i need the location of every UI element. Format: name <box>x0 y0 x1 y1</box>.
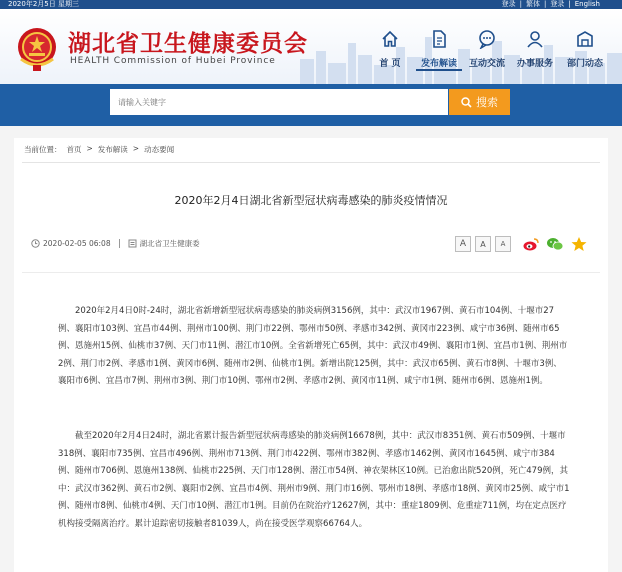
department-icon <box>575 29 595 49</box>
search-input[interactable] <box>110 89 448 115</box>
breadcrumb-prefix: 当前位置： <box>24 145 62 154</box>
font-size-medium-label: A <box>480 239 486 249</box>
link-separator: | <box>544 0 547 8</box>
wechat-icon[interactable] <box>546 236 564 252</box>
article-title: 2020年2月4日湖北省新型冠状病毒感染的肺炎疫情情况 <box>174 194 448 207</box>
nav-home[interactable] <box>365 29 415 79</box>
document-icon <box>429 29 449 49</box>
font-size-large-button[interactable] <box>455 236 471 252</box>
breadcrumb-divider <box>22 162 600 163</box>
home-icon <box>380 29 400 49</box>
breadcrumb-item-home[interactable]: 首页 <box>66 145 82 154</box>
link-separator: | <box>568 0 571 8</box>
breadcrumb-item-news[interactable]: 动态要闻 <box>144 145 175 154</box>
article-paragraph: 截至2020年2月4日24时，湖北省累计报告新型冠状病毒感染的肺炎病例16678例，其中：武汉市8351例、黄石市509例、十堰市318例、襄阳市735例、宜昌市496例、荆州市713例、荆门市422例、鄂州市382例、孝感市1462例、黄冈市1645例、咸宁市384例、随州市706例、恩施州138例、仙桃市225例、天门市128例、潜江市54例、神农架林区10例。已治愈出院520例，死亡479例，其中：武汉市362例、黄石市2例、襄阳市2例、宜昌市4例、荆州市9例、荆门市16例、鄂州市18例、孝感市18例、黄冈市25例、咸宁市1例、随州市8例、仙桃市4例、天门市10例、潜江市1例。目前仍在院治疗12627例，其中：重症1809例、危重症711例，均在定点医疗机构接受隔离治疗。累计追踪密切接触者81039人，尚在接受医学观察66764人。 <box>58 431 570 529</box>
traditional-chinese-link[interactable]: 繁体 <box>526 0 540 8</box>
english-link[interactable]: English <box>574 0 600 8</box>
nav-interaction[interactable] <box>462 29 512 79</box>
nav-home-label: 首 页 <box>379 59 401 69</box>
site-header <box>0 9 622 84</box>
site-title[interactable]: 湖北省卫生健康委员会 <box>68 30 308 57</box>
meta-divider-line <box>22 272 600 273</box>
breadcrumb-separator: > <box>132 144 140 153</box>
nav-department-news[interactable] <box>560 29 610 79</box>
article-source: 湖北省卫生健康委 <box>139 239 200 248</box>
breadcrumb <box>24 144 174 155</box>
login-link[interactable]: 登录 <box>501 0 516 8</box>
search-button-label: 搜索 <box>476 97 498 109</box>
national-emblem <box>15 25 59 73</box>
breadcrumb-separator: > <box>86 144 93 153</box>
top-utility-bar <box>0 0 622 9</box>
font-size-small-label: A <box>500 240 506 248</box>
meta-divider <box>119 239 120 248</box>
register-link[interactable]: 登录 <box>550 0 565 8</box>
search-icon <box>461 97 472 108</box>
chat-icon <box>477 29 497 49</box>
top-links <box>502 0 600 9</box>
clock-icon <box>31 239 40 248</box>
favorite-star-icon[interactable] <box>570 236 588 252</box>
article-meta <box>31 238 200 249</box>
nav-services-label: 办事服务 <box>516 59 553 69</box>
breadcrumb-item-publish[interactable]: 发布解读 <box>97 145 128 154</box>
article-paragraph: 2020年2月4日0时-24时，湖北省新增新型冠状病毒感染的肺炎病例3156例，其中：武汉市1967例、黄石市104例、十堰市27例、襄阳市103例、宜昌市44例、荆州市100例、荆门市22例、鄂州市50例、孝感市342例、黄冈市223例、咸宁市36例、随州市65例、恩施州15例、仙桃市37例、天门市11例、潜江市10例。全省新增死亡65例，其中：武汉市49例、襄阳市1例、宜昌市1例、荆州市2例、荆门市2例、孝感市1例、黄冈市6例、随州市2例、仙桃市1例。新增出院125例，其中：武汉市65例、黄石市8例、十堰市3例、襄阳市6例、宜昌市7例、荆州市3例、荆门市10例、鄂州市2例、孝感市2例、黄冈市11例、咸宁市1例、随州市6例、恩施州1例。 <box>58 306 568 386</box>
link-separator: | <box>519 0 522 8</box>
nav-publish-interpretation[interactable] <box>414 29 464 79</box>
article-date: 2020-02-05 06:08 <box>43 239 111 248</box>
weibo-icon[interactable] <box>522 236 540 252</box>
current-date: 2020年2月5日 星期三 <box>8 0 79 8</box>
font-size-medium-button[interactable] <box>475 236 491 252</box>
nav-interaction-label: 互动交流 <box>468 59 505 69</box>
service-icon <box>525 29 545 49</box>
font-size-small-button[interactable] <box>495 236 511 252</box>
nav-services[interactable] <box>510 29 560 79</box>
nav-publish-label: 发布解读 <box>420 59 457 69</box>
font-size-large-label: A <box>459 239 467 249</box>
search-button[interactable] <box>449 89 510 115</box>
site-subtitle: HEALTH Commission of Hubei Province <box>70 56 276 66</box>
nav-department-label: 部门动态 <box>566 59 603 69</box>
source-icon <box>128 239 137 248</box>
